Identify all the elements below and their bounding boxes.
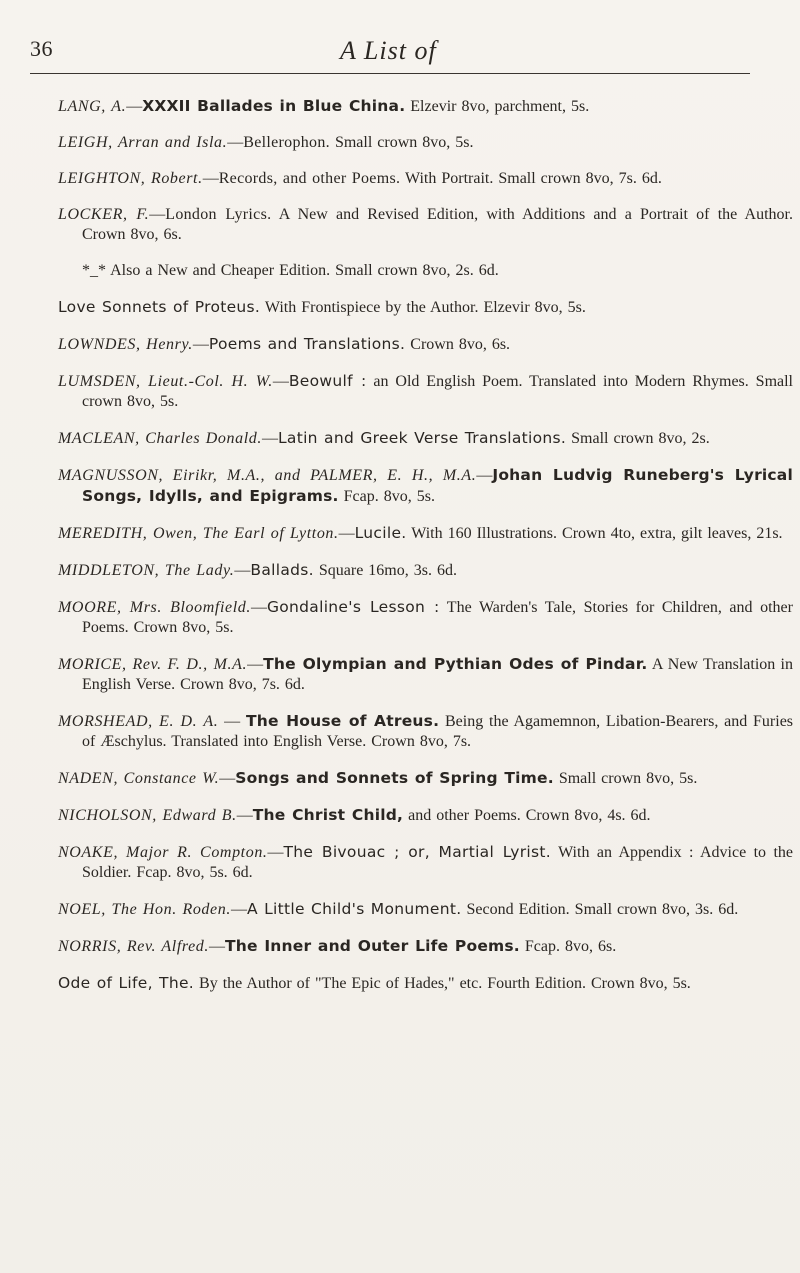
entry-details: A New and Revised Edition, with Additions and a Portrait of the Author. Crown 8vo, 6s.	[82, 206, 793, 243]
entry-author: LANG, A.	[58, 98, 127, 115]
header-rule	[30, 73, 750, 74]
entry-naden: NADEN, Constance W.—Songs and Sonnets of Spring Time. Small crown 8vo, 5s.	[58, 769, 698, 787]
entry-morshead: MORSHEAD, E. D. A. — The House of Atreus. Being the Agamemnon, Libation-Bearers, and Furies of Æschylus. Translated into English Verse. Crown 8vo, 7s.	[58, 712, 794, 750]
entry-title: Poems and Translations.	[208, 335, 406, 353]
entry-lumsden: LUMSDEN, Lieut.-Col. H. W.—Beowulf : an Old English Poem. Translated into Modern Rhymes. Small crown 8vo, 5s.	[58, 372, 794, 410]
entry-title: The Christ Child,	[252, 806, 404, 824]
entry-lowndes: LOWNDES, Henry.—Poems and Translations. Crown 8vo, 6s.	[58, 335, 511, 353]
entry-author: LOCKER, F.	[58, 206, 150, 223]
entry-details: Elzevir 8vo, parchment, 5s.	[410, 98, 590, 115]
entry-author: NICHOLSON, Edward B.	[58, 807, 237, 824]
entry-details: The Warden's Tale, Stories for Children, and other Poems. Crown 8vo, 5s.	[82, 599, 793, 636]
entry-details: Being the Agamemnon, Libation-Bearers, and Furies of Æschylus. Translated into English Verse. Crown 8vo, 7s.	[82, 713, 794, 750]
entry-details: Small crown 8vo, 5s.	[334, 134, 474, 151]
entry-author: LEIGH, Arran and Isla.	[58, 134, 228, 151]
entry-title: Ballads.	[250, 561, 314, 579]
entry-details: Fcap. 8vo, 5s.	[343, 488, 435, 505]
entry-title: Records, and other Poems.	[218, 170, 401, 187]
entry-author: MOORE, Mrs. Bloomfield.	[58, 599, 251, 616]
entry-details: Fcap. 8vo, 6s.	[524, 938, 617, 955]
entry-title: The House of Atreus.	[245, 712, 440, 730]
page-header	[30, 34, 780, 74]
entry-nicholson: NICHOLSON, Edward B.—The Christ Child, and other Poems. Crown 8vo, 4s. 6d.	[58, 806, 651, 824]
entry-title: Ode of Life, The.	[58, 974, 195, 992]
entry-title: Beowulf :	[288, 372, 367, 390]
entry-details: Crown 8vo, 6s.	[410, 336, 511, 353]
entry-author: NADEN, Constance W.	[58, 770, 220, 787]
entry-locker: LOCKER, F.—London Lyrics. A New and Revised Edition, with Additions and a Portrait of the Author. Crown 8vo, 6s.	[58, 206, 793, 243]
entry-title: Bellerophon.	[243, 134, 330, 151]
entry-title: XXXII Ballades in Blue China.	[142, 97, 406, 115]
entry-title: Songs and Sonnets of Spring Time.	[235, 769, 554, 787]
entry-details: By the Author of "The Epic of Hades," etc. Fourth Edition. Crown 8vo, 5s.	[199, 975, 691, 992]
entry-leighton: LEIGHTON, Robert.—Records, and other Poems. With Portrait. Small crown 8vo, 7s. 6d.	[58, 170, 662, 187]
entry-title: Gondaline's Lesson :	[266, 598, 440, 616]
entry-author: LEIGHTON, Robert.	[58, 170, 203, 187]
page-number: 36	[30, 36, 53, 61]
entry-details: With Portrait. Small crown 8vo, 7s. 6d.	[405, 170, 662, 187]
entry-author: MIDDLETON, The Lady.	[58, 562, 235, 579]
entry-noake: NOAKE, Major R. Compton.—The Bivouac ; or, Martial Lyrist. With an Appendix : Advice to the Soldier. Fcap. 8vo, 5s. 6d.	[58, 843, 793, 881]
entry-author: MAGNUSSON, Eirikr, M.A., and PALMER, E. H., M.A.	[58, 467, 477, 484]
entry-title: Latin and Greek Verse Translations.	[277, 429, 567, 447]
entry-title: London Lyrics.	[165, 206, 272, 223]
entry-author: MORICE, Rev. F. D., M.A.	[58, 656, 248, 673]
entry-details: Small crown 8vo, 5s.	[558, 770, 698, 787]
entry-details: With an Appendix : Advice to the Soldier. Fcap. 8vo, 5s. 6d.	[82, 844, 793, 881]
entry-author: NORRIS, Rev. Alfred.	[58, 938, 209, 955]
entry-details: and other Poems. Crown 8vo, 4s. 6d.	[408, 807, 651, 824]
entry-details: Small crown 8vo, 2s.	[571, 430, 710, 447]
entry-title: Love Sonnets of Proteus.	[58, 298, 261, 316]
entry-locker-note	[58, 261, 793, 281]
entry-details: With Frontispiece by the Author. Elzevir 8vo, 5s.	[264, 299, 586, 316]
entry-moore: MOORE, Mrs. Bloomfield.—Gondaline's Lesson : The Warden's Tale, Stories for Children, and other Poems. Crown 8vo, 5s.	[58, 598, 793, 636]
entry-author: NOAKE, Major R. Compton.	[58, 844, 268, 861]
entry-norris: NORRIS, Rev. Alfred.—The Inner and Outer Life Poems. Fcap. 8vo, 6s.	[58, 937, 617, 955]
entry-author: LUMSDEN, Lieut.-Col. H. W.	[58, 373, 273, 390]
entry-maclean: MACLEAN, Charles Donald.—Latin and Greek Verse Translations. Small crown 8vo, 2s.	[58, 429, 710, 447]
entry-details: With 160 Illustrations. Crown 4to, extra, gilt leaves, 21s.	[411, 525, 783, 542]
entry-details: an Old English Poem. Translated into Modern Rhymes. Small crown 8vo, 5s.	[82, 373, 794, 410]
entry-author: MORSHEAD, E. D. A.	[58, 713, 219, 730]
entry-magnusson: MAGNUSSON, Eirikr, M.A., and PALMER, E. H., M.A.—Johan Ludvig Runeberg's Lyrical Songs, Idylls, and Epigrams. Fcap. 8vo, 5s.	[58, 466, 793, 505]
entry-title: The Inner and Outer Life Poems.	[225, 937, 520, 955]
entry-morice: MORICE, Rev. F. D., M.A.—The Olympian and Pythian Odes of Pindar. A New Translation in English Verse. Crown 8vo, 7s. 6d.	[58, 655, 793, 693]
entry-author: NOEL, The Hon. Roden.	[58, 901, 231, 918]
entry-author: MACLEAN, Charles Donald.	[58, 430, 262, 447]
entry-meredith: MEREDITH, Owen, The Earl of Lytton.—Lucile. With 160 Illustrations. Crown 4to, extra, gilt leaves, 21s.	[58, 524, 783, 542]
entry-title: The Bivouac ; or, Martial Lyrist.	[283, 843, 551, 861]
entry-title: A Little Child's Monument.	[246, 900, 462, 918]
entry-details: Square 16mo, 3s. 6d.	[318, 562, 457, 579]
entry-ode-of-life	[58, 973, 793, 994]
entry-author: MEREDITH, Owen, The Earl of Lytton.	[58, 525, 339, 542]
entry-author: LOWNDES, Henry.	[58, 336, 193, 353]
entry-note: *_* Also a New and Cheaper Edition. Small crown 8vo, 2s. 6d.	[82, 262, 499, 279]
entry-middleton: MIDDLETON, The Lady.—Ballads. Square 16mo, 3s. 6d.	[58, 561, 457, 579]
entry-noel: NOEL, The Hon. Roden.—A Little Child's Monument. Second Edition. Small crown 8vo, 3s. 6d.	[58, 900, 739, 918]
entry-leigh: LEIGH, Arran and Isla.—Bellerophon. Small crown 8vo, 5s.	[58, 134, 474, 151]
entry-details: Second Edition. Small crown 8vo, 3s. 6d.	[466, 901, 739, 918]
entry-details: A New Translation in English Verse. Crown 8vo, 7s. 6d.	[82, 656, 793, 693]
entry-list	[58, 80, 793, 1006]
entry-lang: LANG, A.—XXXII Ballades in Blue China. Elzevir 8vo, parchment, 5s.	[58, 97, 590, 115]
entry-title: The Olympian and Pythian Odes of Pindar.	[263, 655, 648, 673]
entry-title: Johan Ludvig Runeberg's Lyrical Songs, Idylls, and Epigrams.	[82, 466, 793, 505]
entry-love-sonnets	[58, 297, 793, 318]
entry-title: Lucile.	[354, 524, 407, 542]
running-head: A List of	[340, 36, 437, 65]
